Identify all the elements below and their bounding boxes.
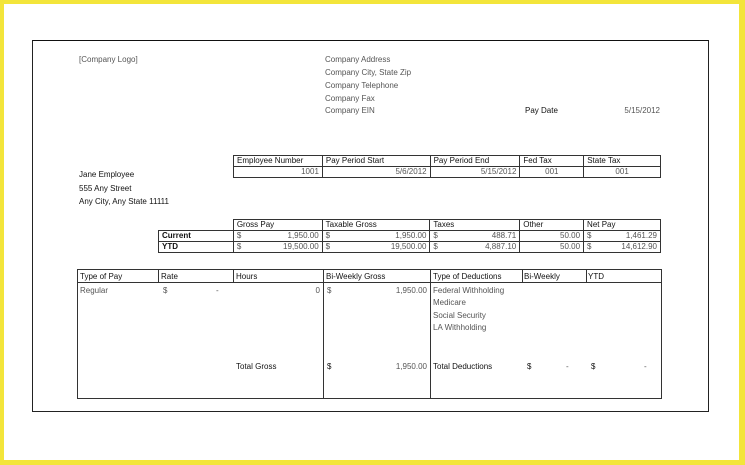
pay-date-value: 5/15/2012	[624, 106, 660, 115]
company-ein: Company EIN	[325, 106, 375, 115]
gross-currency-symbol: $	[327, 286, 332, 295]
total-deductions-ytd-currency-symbol: $	[591, 362, 596, 371]
company-address: Company Address	[325, 55, 391, 64]
pay-summary-table	[158, 219, 661, 253]
col-divider	[323, 270, 324, 398]
taxable-gross-ytd: 19,500.00	[336, 242, 430, 253]
rate-value: -	[216, 286, 219, 295]
currency-symbol: $	[322, 242, 336, 253]
header-fed-tax: Fed Tax	[520, 156, 584, 167]
total-gross-currency-symbol: $	[327, 362, 332, 371]
header-pay-period-end: Pay Period End	[430, 156, 520, 167]
total-gross-label: Total Gross	[236, 362, 277, 371]
currency-symbol: $	[584, 242, 596, 253]
company-city-state-zip: Company City, State Zip	[325, 68, 412, 77]
company-fax: Company Fax	[325, 94, 375, 103]
currency-symbol: $	[430, 242, 444, 253]
header-other: Other	[520, 220, 584, 231]
currency-symbol: $	[584, 231, 596, 242]
header-biweekly: Bi-Weekly	[524, 272, 560, 281]
total-deductions-biweekly: -	[566, 362, 569, 371]
pay-type-regular: Regular	[80, 286, 109, 295]
deduction-la-withholding: LA Withholding	[433, 323, 487, 332]
header-hours: Hours	[236, 272, 258, 281]
header-employee-number: Employee Number	[234, 156, 323, 167]
header-taxes: Taxes	[430, 220, 520, 231]
taxes-current: 488.71	[444, 231, 520, 242]
header-ytd: YTD	[588, 272, 604, 281]
col-divider	[430, 270, 431, 398]
row-label: YTD	[159, 242, 234, 253]
currency-symbol: $	[233, 242, 247, 253]
total-deductions-label: Total Deductions	[433, 362, 493, 371]
employee-city: Any City, Any State 11111	[79, 197, 169, 206]
net-pay-current: 1,461.29	[596, 231, 661, 242]
other-current: 50.00	[520, 231, 584, 242]
header-gross-pay: Gross Pay	[233, 220, 322, 231]
header-taxable-gross: Taxable Gross	[322, 220, 430, 231]
summary-row-ytd	[159, 242, 661, 253]
employee-street: 555 Any Street	[79, 184, 132, 193]
state-tax-value: 001	[584, 167, 661, 178]
fed-tax-value: 001	[520, 167, 584, 178]
employee-name: Jane Employee	[79, 170, 135, 179]
currency-symbol: $	[322, 231, 336, 242]
rate-currency-symbol: $	[163, 286, 168, 295]
deduction-medicare: Medicare	[433, 298, 466, 307]
header-pay-period-start: Pay Period Start	[322, 156, 430, 167]
header-rate: Rate	[161, 272, 178, 281]
header-biweekly-gross: Bi-Weekly Gross	[326, 272, 386, 281]
col-divider	[586, 270, 587, 283]
header-net-pay: Net Pay	[584, 220, 661, 231]
col-divider	[158, 270, 159, 283]
col-divider	[522, 270, 523, 283]
pay-period-table	[233, 155, 661, 178]
currency-symbol: $	[233, 231, 247, 242]
header-type-of-deductions: Type of Deductions	[433, 272, 502, 281]
header-divider	[78, 282, 661, 283]
pay-period-start-value: 5/6/2012	[322, 167, 430, 178]
total-deductions-currency-symbol: $	[527, 362, 532, 371]
deduction-social-security: Social Security	[433, 311, 486, 320]
taxable-gross-current: 1,950.00	[336, 231, 430, 242]
gross-value: 1,950.00	[395, 286, 427, 295]
col-divider	[233, 270, 234, 283]
hours-value: 0	[315, 286, 320, 295]
pay-date-label: Pay Date	[525, 106, 558, 115]
gross-pay-current: 1,950.00	[247, 231, 322, 242]
company-logo-placeholder: [Company Logo]	[79, 55, 138, 64]
deduction-federal-withholding: Federal Withholding	[433, 286, 505, 295]
pay-period-end-value: 5/15/2012	[430, 167, 520, 178]
total-deductions-ytd: -	[644, 362, 647, 371]
gross-pay-ytd: 19,500.00	[247, 242, 322, 253]
currency-symbol: $	[430, 231, 444, 242]
summary-row-current	[159, 231, 661, 242]
other-ytd: 50.00	[520, 242, 584, 253]
company-telephone: Company Telephone	[325, 81, 399, 90]
row-label: Current	[159, 231, 234, 242]
employee-number-value: 1001	[234, 167, 323, 178]
net-pay-ytd: 14,612.90	[596, 242, 661, 253]
total-gross-value: 1,950.00	[395, 362, 427, 371]
header-state-tax: State Tax	[584, 156, 661, 167]
header-type-of-pay: Type of Pay	[80, 272, 123, 281]
taxes-ytd: 4,887.10	[444, 242, 520, 253]
summary-corner	[159, 220, 234, 231]
